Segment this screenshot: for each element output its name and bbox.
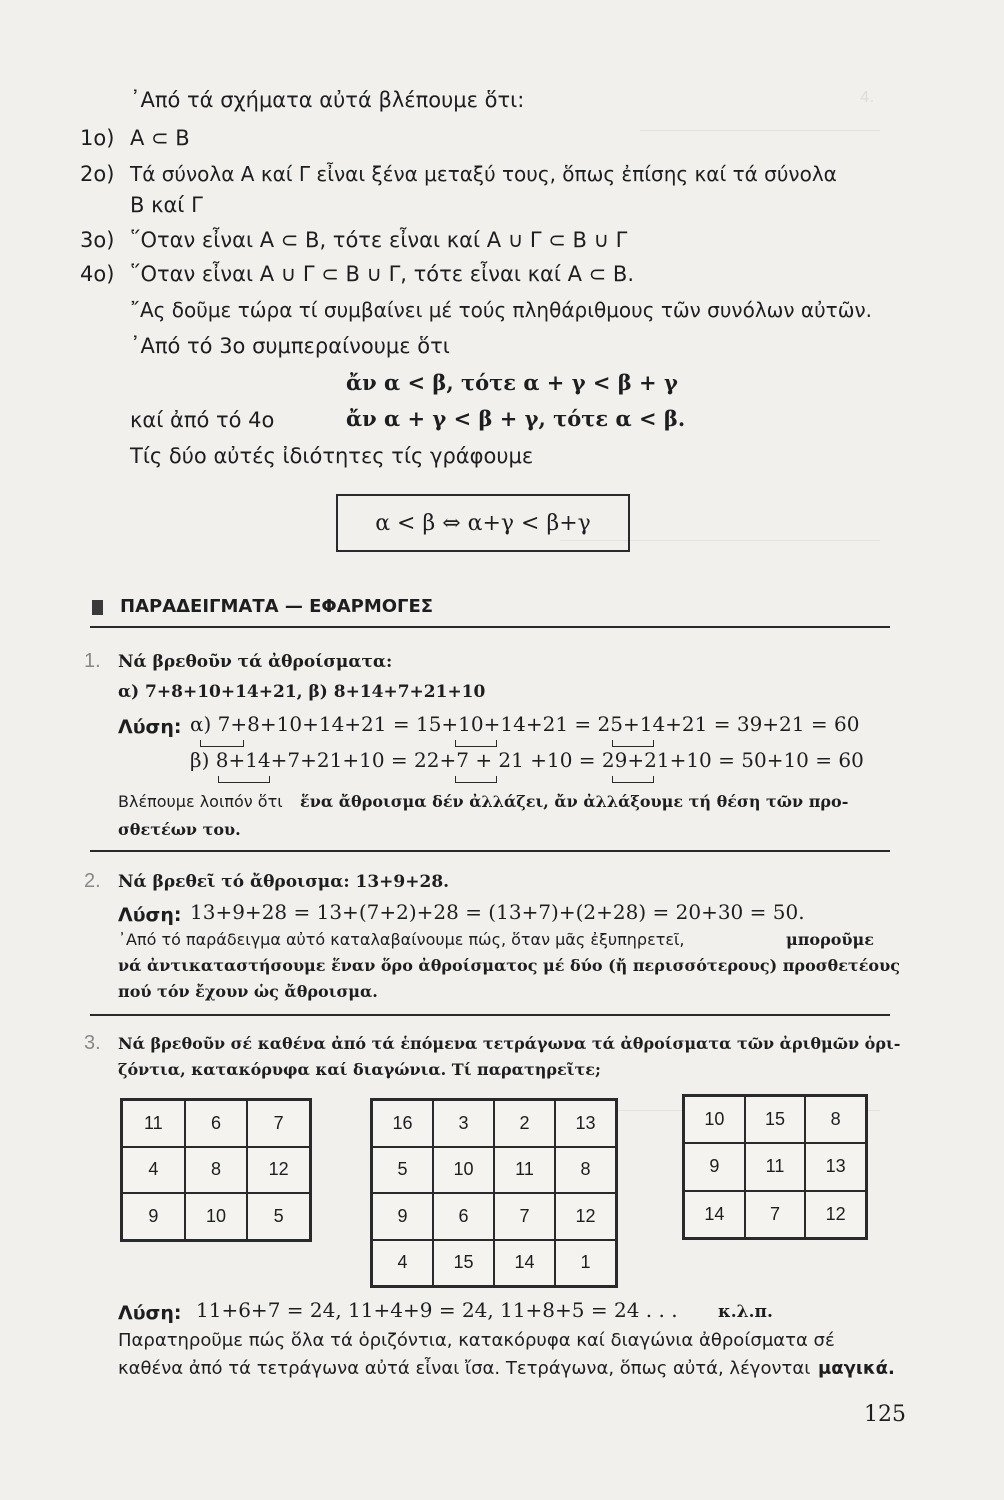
example-parts: α) 7+8+10+14+21, β) 8+14+7+21+10 [118,682,486,702]
grid-cell: 12 [555,1193,616,1240]
grid-cell: 12 [247,1147,310,1194]
grid-cell: 9 [372,1193,433,1240]
grouping-bracket [455,740,497,747]
note-plain: Βλέπουμε λοιπόν ὅτι [118,792,283,811]
magic-square-4x4 [370,1098,618,1288]
grid-cell: 2 [494,1100,555,1147]
grouping-bracket [612,776,654,783]
example-title: Νά βρεθοῦν σέ καθένα ἀπό τά ἑπόμενα τετράγωνα τά ἀθροίσματα τῶν ἀριθμῶν ὁρι- [118,1034,901,1053]
grid-cell: 3 [433,1100,494,1147]
note-bold: μποροῦμε [786,930,874,949]
grid-cell: 8 [185,1147,248,1194]
grid-cell: 5 [247,1193,310,1240]
paragraph: Τίς δύο αὐτές ἰδιότητες τίς γράφουμε [130,444,534,468]
grid-cell: 10 [684,1096,745,1143]
item-number: 3ο) [80,228,115,252]
paragraph: ᾿Από τό 3ο συμπεραίνουμε ὅτι [130,334,450,358]
grid-cell: 11 [122,1100,185,1147]
example-title: ζόντια, κατακόρυφα καί διαγώνια. Τί παρατηρεῖτε; [118,1060,601,1079]
item-number: 4ο) [80,262,115,286]
item-text: Α ⊂ Β [130,126,190,150]
grid-cell: 9 [684,1143,745,1190]
note-plain: ᾿Από τό παράδειγμα αὐτό καταλαβαίνουμε πώς, ὅταν μᾶς ἐξυπηρετεῖ, [118,930,685,949]
item-text-continuation: Β καί Γ [130,193,203,217]
grid-cell: 8 [555,1147,616,1194]
grid-cell: 8 [805,1096,866,1143]
intro-text: ᾿Από τά σχήματα αὐτά βλέπουμε ὅτι: [130,88,525,112]
note-bold: νά ἀντικαταστήσουμε ἕναν ὅρο ἀθροίσματος μέ δύο (ἤ περισσότερους) προσθετέους [118,956,900,975]
equivalence-box [336,494,630,552]
grid-cell: 16 [372,1100,433,1147]
grid-cell: 13 [555,1100,616,1147]
example-rule [90,850,890,852]
example-number: 2. [84,870,101,892]
solution-label: Λύση: [118,904,182,926]
grid-cell: 14 [684,1191,745,1238]
grid-cell: 15 [745,1096,806,1143]
magic-square-3x3-a [120,1098,312,1242]
solution-line-a: α) 7+8+10+14+21 = 15+10+14+21 = 25+14+21 = 39+21 = 60 [190,712,860,736]
implication-1: ἄν α < β, τότε α + γ < β + γ [346,370,678,395]
solution-text: 13+9+28 = 13+(7+2)+28 = (13+7)+(2+28) = 20+30 = 50. [190,900,805,924]
grouping-bracket [200,740,244,747]
grid-cell: 11 [494,1147,555,1194]
conclusion-text: Παρατηροῦμε πώς ὅλα τά ὁριζόντια, κατακόρυφα καί διαγώνια ἀθροίσματα σέ [118,1330,835,1351]
item-text: ῞Οταν εἶναι Α ∪ Γ ⊂ Β ∪ Γ, τότε εἶναι καί Α ⊂ Β. [130,262,635,286]
example-rule [90,1014,890,1016]
example-title: Νά βρεθοῦν τά ἀθροίσματα: [118,652,393,672]
solution-text: 11+6+7 = 24, 11+4+9 = 24, 11+8+5 = 24 . . . [196,1298,678,1322]
item-number: 2ο) [80,162,115,186]
solution-label: Λύση: [118,716,182,738]
item-number: 1ο) [80,126,115,150]
solution-label: Λύση: [118,1302,182,1324]
note-bold: πού τόν ἔχουν ὡς ἄθροισμα. [118,982,378,1001]
grid-cell: 1 [555,1240,616,1287]
grid-cell: 6 [433,1193,494,1240]
paragraph: ῎Ας δοῦμε τώρα τί συμβαίνει μέ τούς πληθάριθμους τῶν συνόλων αὐτῶν. [130,298,873,322]
example-number: 1. [84,650,101,672]
grid-cell: 14 [494,1240,555,1287]
implication-2-label: καί ἀπό τό 4ο [130,408,275,432]
grid-cell: 4 [372,1240,433,1287]
grid-cell: 7 [247,1100,310,1147]
grouping-bracket [455,776,497,783]
grid-cell: 12 [805,1191,866,1238]
grid-cell: 10 [433,1147,494,1194]
grid-cell: 7 [745,1191,806,1238]
example-title: Νά βρεθεῖ τό ἄθροισμα: 13+9+28. [118,872,450,892]
section-title: ΠΑΡΑΔΕΙΓΜΑΤΑ — ΕΦΑΡΜΟΓΕΣ [120,596,434,617]
grid-cell: 5 [372,1147,433,1194]
grid-cell: 6 [185,1100,248,1147]
equivalence-formula: α < β ⇔ α+γ < β+γ [375,510,591,536]
grid-cell: 7 [494,1193,555,1240]
conclusion-text: καθένα ἀπό τά τετράγωνα αὐτά εἶναι ἴσα. Τετράγωνα, ὅπως αὐτά, λέγονται [118,1358,811,1379]
grid-cell: 4 [122,1147,185,1194]
solution-line-b: β) 8+14+7+21+10 = 22+7 + 21 +10 = 29+21+10 = 50+10 = 60 [190,748,864,772]
magic-square-3x3-b [682,1094,868,1240]
grid-cell: 9 [122,1193,185,1240]
square-bullet-icon [92,600,103,615]
grid-cell: 15 [433,1240,494,1287]
section-rule [90,626,890,628]
solution-etc: κ.λ.π. [718,1302,773,1322]
note-bold: ἕνα ἄθροισμα δέν ἀλλάζει, ἄν ἀλλάξουμε τή θέση τῶν προ- [300,792,849,811]
grid-cell: 10 [185,1193,248,1240]
page-number: 125 [864,1402,906,1427]
note-bold: σθετέων του. [118,820,241,839]
grouping-bracket [218,776,270,783]
grouping-bracket [612,740,654,747]
grid-cell: 13 [805,1143,866,1190]
grid-cell: 11 [745,1143,806,1190]
item-text: ῞Οταν εἶναι Α ⊂ Β, τότε εἶναι καί Α ∪ Γ ⊂ Β ∪ Γ [130,228,628,252]
example-number: 3. [84,1032,101,1054]
item-text: Τά σύνολα Α καί Γ εἶναι ξένα μεταξύ τους, ὅπως ἐπίσης καί τά σύνολα [130,162,837,186]
implication-2: ἄν α + γ < β + γ, τότε α < β. [346,406,686,431]
conclusion-bold: μαγικά. [818,1358,895,1379]
